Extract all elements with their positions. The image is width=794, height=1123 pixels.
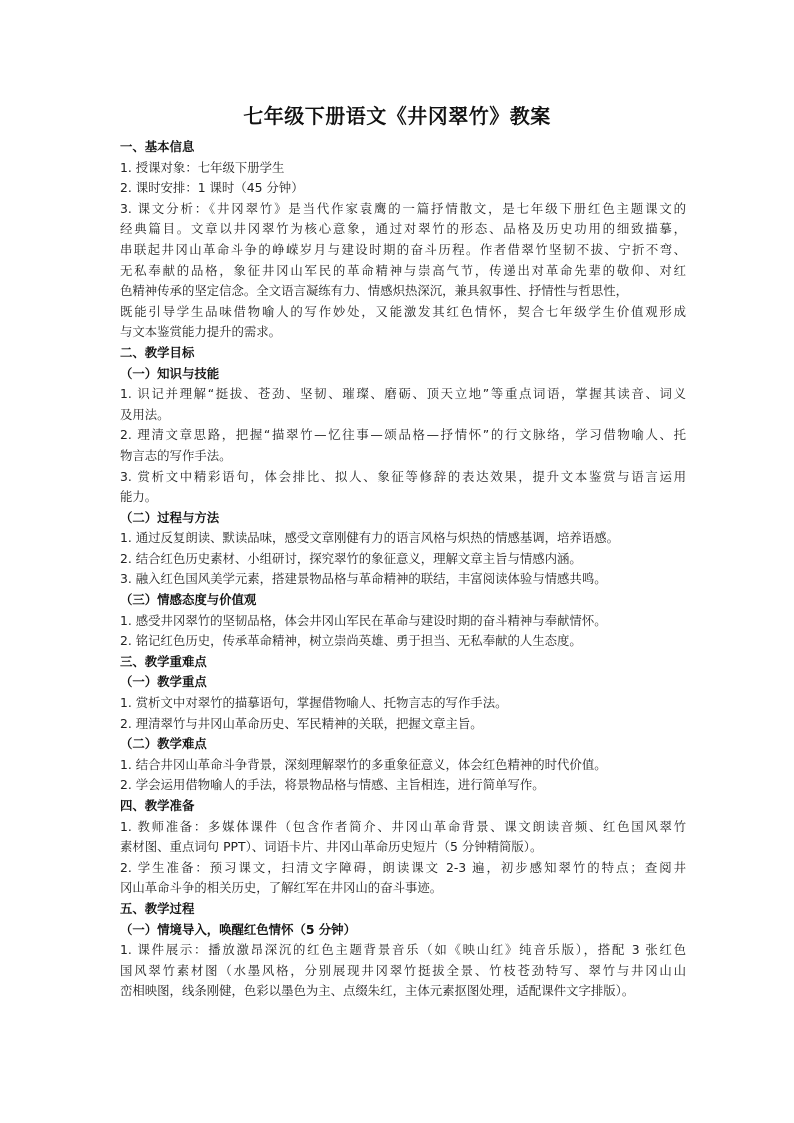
paragraph-line: 冈山革命斗争的相关历史，了解红军在井冈山的奋斗事迹。	[120, 880, 443, 896]
paragraph-line: 1. 授课对象：七年级下册学生	[120, 159, 285, 175]
subsection-heading-key-points: （一）教学重点	[120, 674, 207, 690]
subsection-heading-introduction: （一）情境导入，唤醒红色情怀（5 分钟）	[120, 921, 356, 937]
paragraph-line: 能力。	[120, 489, 158, 505]
paragraph-line: 色精神传承的坚定信念。全文语言凝练有力、情感炽热深沉，兼具叙事性、抒情性与哲思性，	[120, 283, 629, 299]
subsection-heading-knowledge-skills: （一）知识与技能	[120, 365, 220, 381]
paragraph-line: 物言志的写作手法。	[120, 447, 232, 463]
document-title: 七年级下册语文《井冈翠竹》教案	[243, 104, 551, 128]
paragraph-line: 峦相映图，线条刚健，色彩以墨色为主、点缀朱红，主体元素抠图处理，适配课件文字排版）。	[120, 983, 635, 999]
paragraph-line: 2. 结合红色历史素材、小组研讨，探究翠竹的象征意义，理解文章主旨与情感内涵。	[120, 550, 582, 566]
subsection-heading-difficult-points: （二）教学难点	[120, 736, 207, 752]
section-heading-basic-info: 一、基本信息	[120, 139, 195, 154]
paragraph-line: 1. 通过反复朗读、默读品味，感受文章刚健有力的语言风格与炽热的情感基调，培养语感。	[120, 530, 619, 546]
paragraph-line: 及用法。	[120, 406, 170, 422]
section-heading-key-difficult-points: 三、教学重难点	[120, 653, 207, 669]
paragraph-line: 2. 学生准备：预习课文，扫清文字障碍，朗读课文 2-3 遍，初步感知翠竹的特点；查阅井	[120, 859, 686, 875]
paragraph-line: 2. 课时安排：1 课时（45 分钟）	[120, 180, 304, 196]
paragraph-line: 1. 感受井冈翠竹的坚韧品格，体会井冈山军民在革命与建设时期的奋斗精神与奉献情怀。	[120, 612, 607, 628]
paragraph-line: 既能引导学生品味借物喻人的写作妙处，又能激发其红色情怀，契合七年级学生价值观形成	[120, 303, 686, 319]
paragraph-line: 3. 赏析文中精彩语句，体会排比、拟人、象征等修辞的表达效果，提升文本鉴赏与语言运用	[120, 468, 686, 484]
paragraph-line: 经典篇目。文章以井冈翠竹为核心意象，通过对翠竹的形态、品格及历史功用的细致描摹，	[120, 221, 686, 237]
paragraph-line: 串联起井冈山革命斗争的峥嵘岁月与建设时期的奋斗历程。作者借翠竹坚韧不拔、宁折不弯、	[120, 241, 686, 257]
paragraph-line: 2. 理清翠竹与井冈山革命历史、军民精神的关联，把握文章主旨。	[120, 715, 483, 731]
paragraph-line: 无私奉献的品格，象征井冈山军民的革命精神与崇高气节，传递出对革命先辈的敬仰、对红	[120, 262, 686, 278]
paragraph-line: 1. 赏析文中对翠竹的描摹语句，掌握借物喻人、托物言志的写作手法。	[120, 695, 508, 711]
paragraph-line: 1. 教师准备：多媒体课件（包含作者简介、井冈山革命背景、课文朗读音频、红色国风翠竹	[120, 818, 686, 834]
section-heading-teaching-process: 五、教学过程	[120, 900, 195, 916]
paragraph-line: 1. 课件展示：播放激昂深沉的红色主题背景音乐（如《映山红》纯音乐版），搭配 3 张红色	[120, 942, 686, 958]
paragraph-line: 素材图、重点词句 PPT）、词语卡片、井冈山革命历史短片（5 分钟精简版）。	[120, 839, 543, 855]
paragraph-line: 与文本鉴赏能力提升的需求。	[120, 324, 282, 340]
paragraph-line: 3. 课文分析：《井冈翠竹》是当代作家袁鹰的一篇抒情散文，是七年级下册红色主题课文的	[120, 200, 686, 216]
section-heading-preparation: 四、教学准备	[120, 798, 195, 813]
document-body	[120, 137, 686, 1002]
paragraph-line: 2. 学会运用借物喻人的手法，将景物品格与情感、主旨相连，进行简单写作。	[120, 777, 545, 793]
subsection-heading-emotion-values: （三）情感态度与价值观	[120, 592, 257, 608]
paragraph-line: 3. 融入红色国风美学元素，搭建景物品格与革命精神的联结，丰富阅读体验与情感共鸣。	[120, 571, 607, 587]
paragraph-line: 1. 识记并理解“挺拔、苍劲、坚韧、璀璨、磨砺、顶天立地”等重点词语，掌握其读音、词义	[120, 386, 686, 402]
paragraph-line: 1. 结合井冈山革命斗争背景，深刻理解翠竹的多重象征意义，体会红色精神的时代价值。	[120, 756, 607, 772]
paragraph-line: 国风翠竹素材图（水墨风格，分别展现井冈翠竹挺拔全景、竹枝苍劲特写、翠竹与井冈山山	[120, 962, 686, 978]
section-heading-teaching-goals: 二、教学目标	[120, 344, 195, 360]
paragraph-line: 2. 铭记红色历史，传承革命精神，树立崇尚英雄、勇于担当、无私奉献的人生态度。	[120, 633, 582, 649]
subsection-heading-process-methods: （二）过程与方法	[120, 509, 220, 525]
paragraph-line: 2. 理清文章思路，把握“描翠竹—忆往事—颂品格—抒情怀”的行文脉络，学习借物喻人、托	[120, 427, 686, 443]
